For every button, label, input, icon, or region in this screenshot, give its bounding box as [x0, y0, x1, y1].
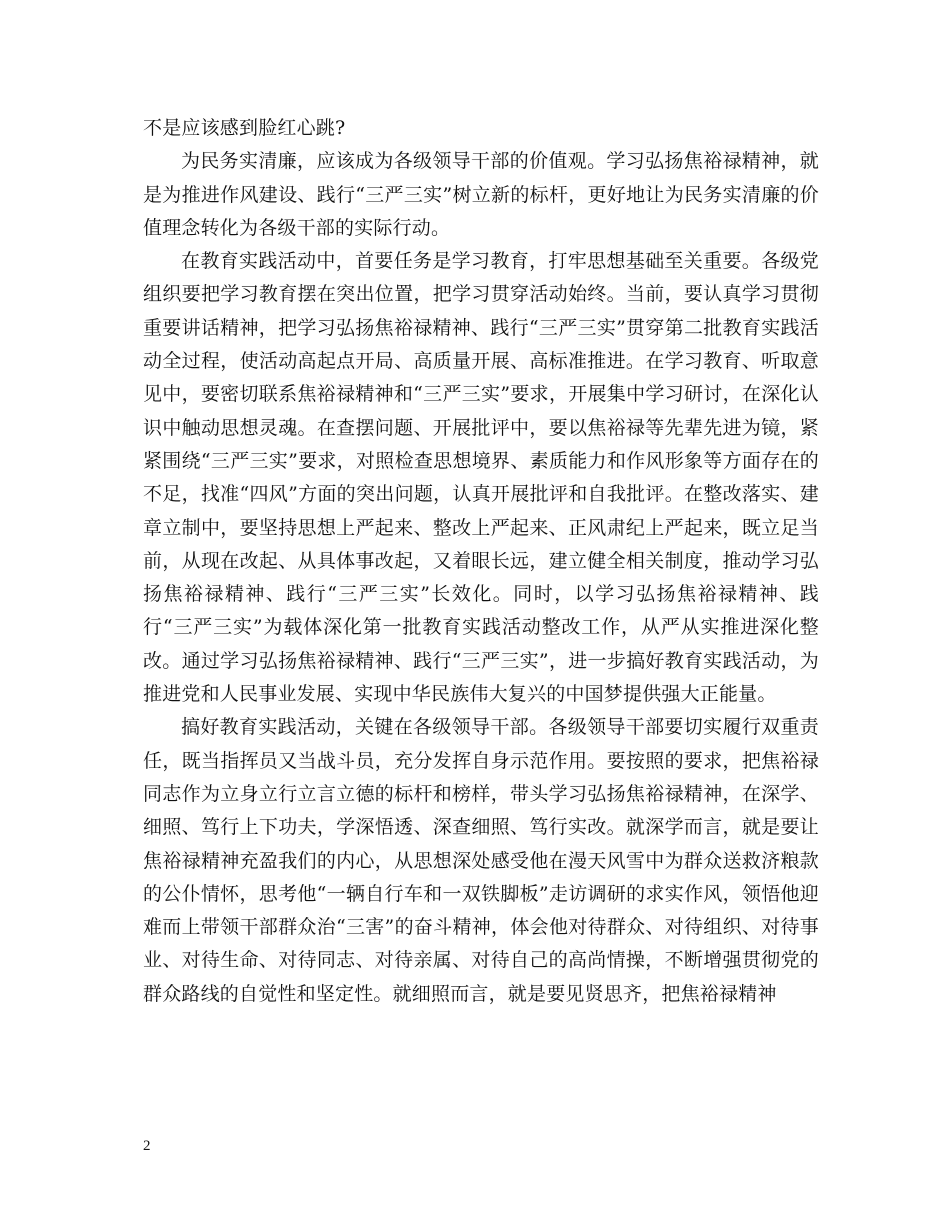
paragraph-2: 为民务实清廉，应该成为各级领导干部的价值观。学习弘扬焦裕禄精神，就是为推进作风建设、践行“三严三实”树立新的标杆，更好地让为民务实清廉的价值理念转化为各级干部的实际行动。: [143, 150, 819, 239]
paragraph-3: 在教育实践活动中，首要任务是学习教育，打牢思想基础至关重要。各级党组织要把学习教育摆在突出位置，把学习贯穿活动始终。当前，要认真学习贯彻重要讲话精神，把学习弘扬焦裕禄精神、践行“三严三实”贯穿第二批教育实践活动全过程，使活动高起点开局、高质量开展、高标准推进。在学习教育、听取意见中，要密切联系焦裕禄精神和“三严三实”要求，开展集中学习研讨，在深化认识中触动思想灵魂。在查摆问题、开展批评中，要以焦裕禄等先辈先进为镜，紧紧围绕“三严三实”要求，对照检查思想境界、素质能力和作风形象等方面存在的不足，找准“四风”方面的突出问题，认真开展批评和自我批评。在整改落实、建章立制中，要坚持思想上严起来、整改上严起来、正风肃纪上严起来，既立足当前，从现在改起、从具体事改起，又着眼长远，建立健全相关制度，推动学习弘扬焦裕禄精神、践行“三严三实”长效化。同时，以学习弘扬焦裕禄精神、践行“三严三实”为载体深化第一批教育实践活动整改工作，从严从实推进深化整改。通过学习弘扬焦裕禄精神、践行“三严三实”，进一步搞好教育实践活动，为推进党和人民事业发展、实现中华民族伟大复兴的中国梦提供强大正能量。: [143, 250, 819, 706]
paragraph-1: 不是应该感到脸红心跳?: [143, 117, 346, 139]
page-number: 2: [143, 1138, 151, 1154]
document-body: [143, 112, 819, 1011]
paragraph-4: 搞好教育实践活动，关键在各级领导干部。各级领导干部要切实履行双重责任，既当指挥员又当战斗员，充分发挥自身示范作用。要按照的要求，把焦裕禄同志作为立身立行立言立德的标杆和榜样，带头学习弘扬焦裕禄精神，在深学、细照、笃行上下功夫，学深悟透、深查细照、笃行实改。就深学而言，就是要让焦裕禄精神充盈我们的内心，从思想深处感受他在漫天风雪中为群众送救济粮款的公仆情怀，思考他“一辆自行车和一双铁脚板”走访调研的求实作风，领悟他迎难而上带领干部群众治“三害”的奋斗精神，体会他对待群众、对待组织、对待事业、对待生命、对待同志、对待亲属、对待自己的高尚情操，不断增强贯彻党的群众路线的自觉性和坚定性。就细照而言，就是要见贤思齐，把焦裕禄精神: [143, 716, 819, 1005]
